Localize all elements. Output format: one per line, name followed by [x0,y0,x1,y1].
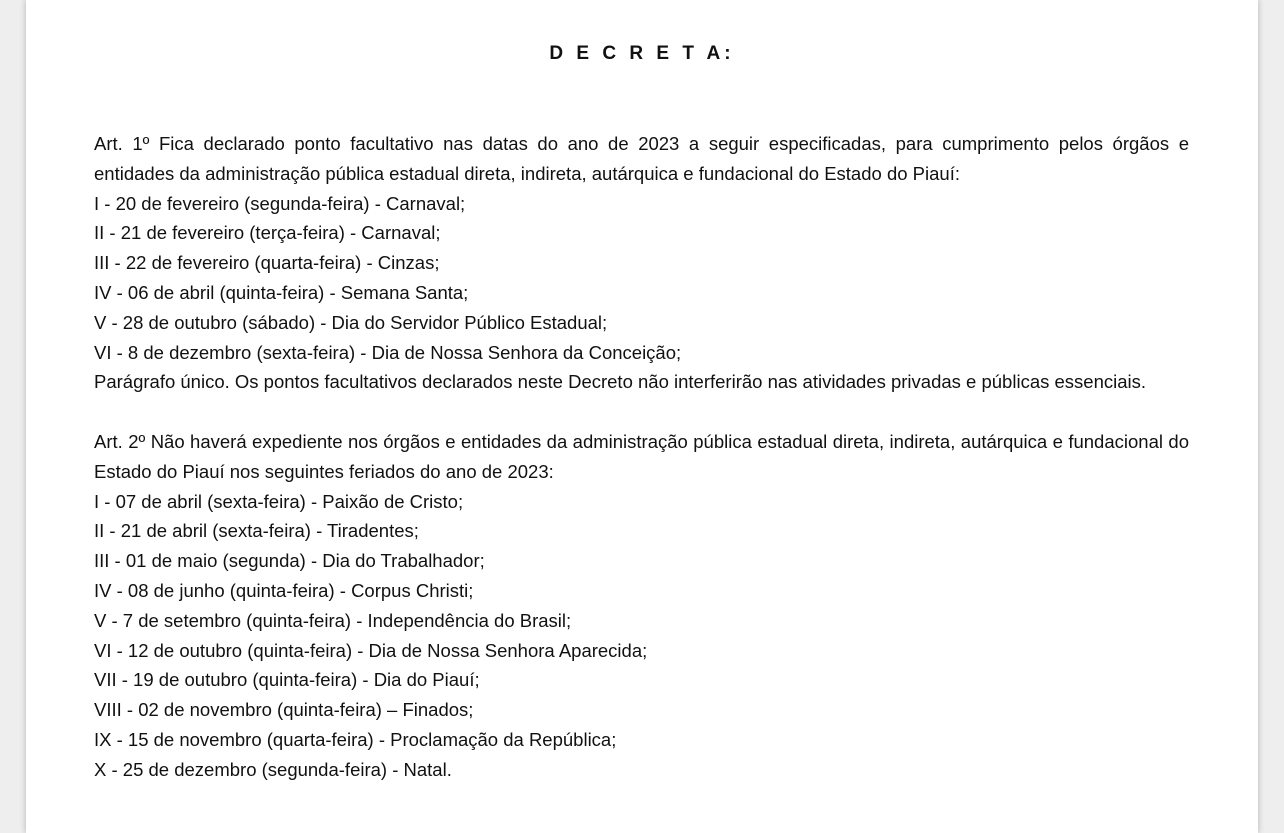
article-1-item: VI - 8 de dezembro (sexta-feira) - Dia de Nossa Senhora da Conceição; [94,341,682,363]
article-2-item: VII - 19 de outubro (quinta-feira) - Dia do Piauí; [94,669,480,691]
decree-title: D E C R E T A: [549,43,735,64]
article-2-item: V - 7 de setembro (quinta-feira) - Independência do Brasil; [94,609,572,631]
article-2-item: II - 21 de abril (sexta-feira) - Tiradentes; [94,520,419,542]
article-2-item: IX - 15 de novembro (quarta-feira) - Proclamação da República; [94,728,617,750]
decree-body [94,129,1189,785]
article-2-item: X - 25 de dezembro (segunda-feira) - Natal. [94,758,452,780]
article-1-item: IV - 06 de abril (quinta-feira) - Semana Santa; [94,281,469,303]
article-2-intro: Art. 2º Não haverá expediente nos órgãos e entidades da administração pública estadual direta, indireta, autárquica e fundacional do Estado do Piauí nos seguintes feriados do ano de 2023: [94,430,1189,482]
article-2-item: I - 07 de abril (sexta-feira) - Paixão de Cristo; [94,490,464,512]
article-2-item: III - 01 de maio (segunda) - Dia do Trabalhador; [94,550,485,572]
article-1-item: II - 21 de fevereiro (terça-feira) - Carnaval; [94,222,441,244]
article-1-item: III - 22 de fevereiro (quarta-feira) - Cinzas; [94,252,440,274]
article-2-item: VIII - 02 de novembro (quinta-feira) – Finados; [94,699,474,721]
article-1-item: I - 20 de fevereiro (segunda-feira) - Carnaval; [94,192,466,214]
article-1-sole-paragraph: Parágrafo único. Os pontos facultativos declarados neste Decreto não interferirão nas atividades privadas e públicas essenciais. [94,371,1147,393]
document-page [26,0,1258,833]
article-1-intro: Art. 1º Fica declarado ponto facultativo nas datas do ano de 2023 a seguir especificadas, para cumprimento pelos órgãos e entidades da administração pública estadual direta, indireta, autárquica e fundacional do Estado do Piauí: [94,133,1189,184]
article-1-item: V - 28 de outubro (sábado) - Dia do Servidor Público Estadual; [94,311,608,333]
article-2-item: IV - 08 de junho (quinta-feira) - Corpus Christi; [94,579,474,601]
paragraph-spacer [94,397,1189,427]
article-2-item: VI - 12 de outubro (quinta-feira) - Dia de Nossa Senhora Aparecida; [94,639,648,661]
